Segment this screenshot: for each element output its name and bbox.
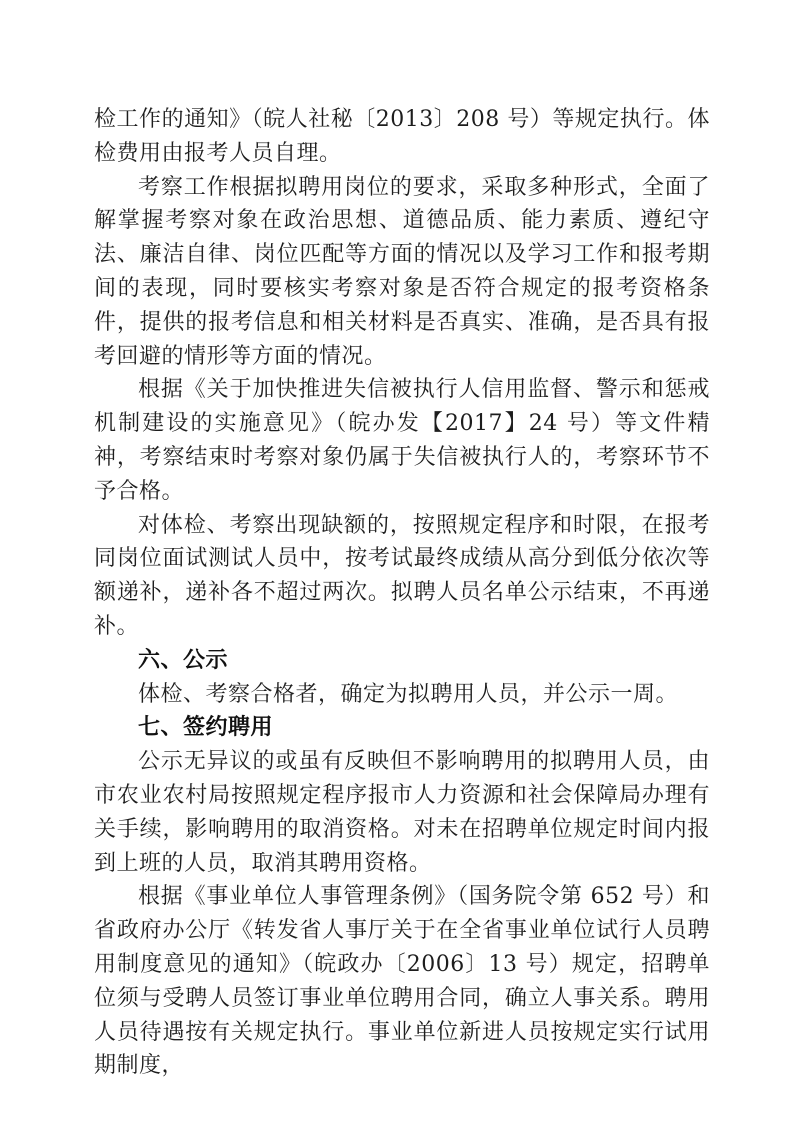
paragraph-dishonest-executee-rule: 根据《关于加快推进失信被执行人信用监督、警示和惩戒机制建设的实施意见》（皖办发【2017】24 号）等文件精神，考察结束时考察对象仍属于失信被执行人的，考察环节不予合格。 (94, 377, 710, 504)
paragraph-inspection-scope: 考察工作根据拟聘用岗位的要求，采取多种形式，全面了解掌握考察对象在政治思想、道德品质、能力素质、遵纪守法、廉洁自律、岗位匹配等方面的情况以及学习工作和报考期间的表现，同时要核实考察对象是否符合规定的报考资格条件，提供的报考信息和相关材料是否真实、准确，是否具有报考回避的情形等方面的情况。 (94, 174, 710, 369)
paragraph-medical-exam-rules: 检工作的通知》（皖人社秘〔2013〕208 号）等规定执行。体检费用由报考人员自理。 (94, 107, 710, 166)
paragraph-vacancy-replacement: 对体检、考察出现缺额的，按照规定程序和时限，在报考同岗位面试测试人员中，按考试最终成绩从高分到低分依次等额递补，递补各不超过两次。拟聘人员名单公示结束，不再递补。 (94, 512, 710, 639)
paragraph-hiring-contract-rules: 根据《事业单位人事管理条例》（国务院令第 652 号）和省政府办公厅《转发省人事厅关于在全省事业单位试行人员聘用制度意见的通知》（皖政办〔2006〕13 号）规定，招聘单位须与受聘人员签订事业单位聘用合同，确立人事关系。聘用人员待遇按有关规定执行。事业单位新进人员按规定实行试用期制度， (94, 884, 710, 1079)
heading-section-six-publicity: 六、公示 (138, 647, 229, 673)
document-content (94, 103, 710, 1083)
paragraph-hiring-approval-procedure: 公示无异议的或虽有反映但不影响聘用的拟聘用人员，由市农业农村局按照规定程序报市人力资源和社会保障局办理有关手续，影响聘用的取消资格。对未在招聘单位规定时间内报到上班的人员，取消其聘用资格。 (94, 749, 710, 876)
heading-section-seven-contract-hiring: 七、签约聘用 (138, 715, 274, 741)
paragraph-publicity-period: 体检、考察合格者，确定为拟聘用人员，并公示一周。 (138, 681, 679, 707)
